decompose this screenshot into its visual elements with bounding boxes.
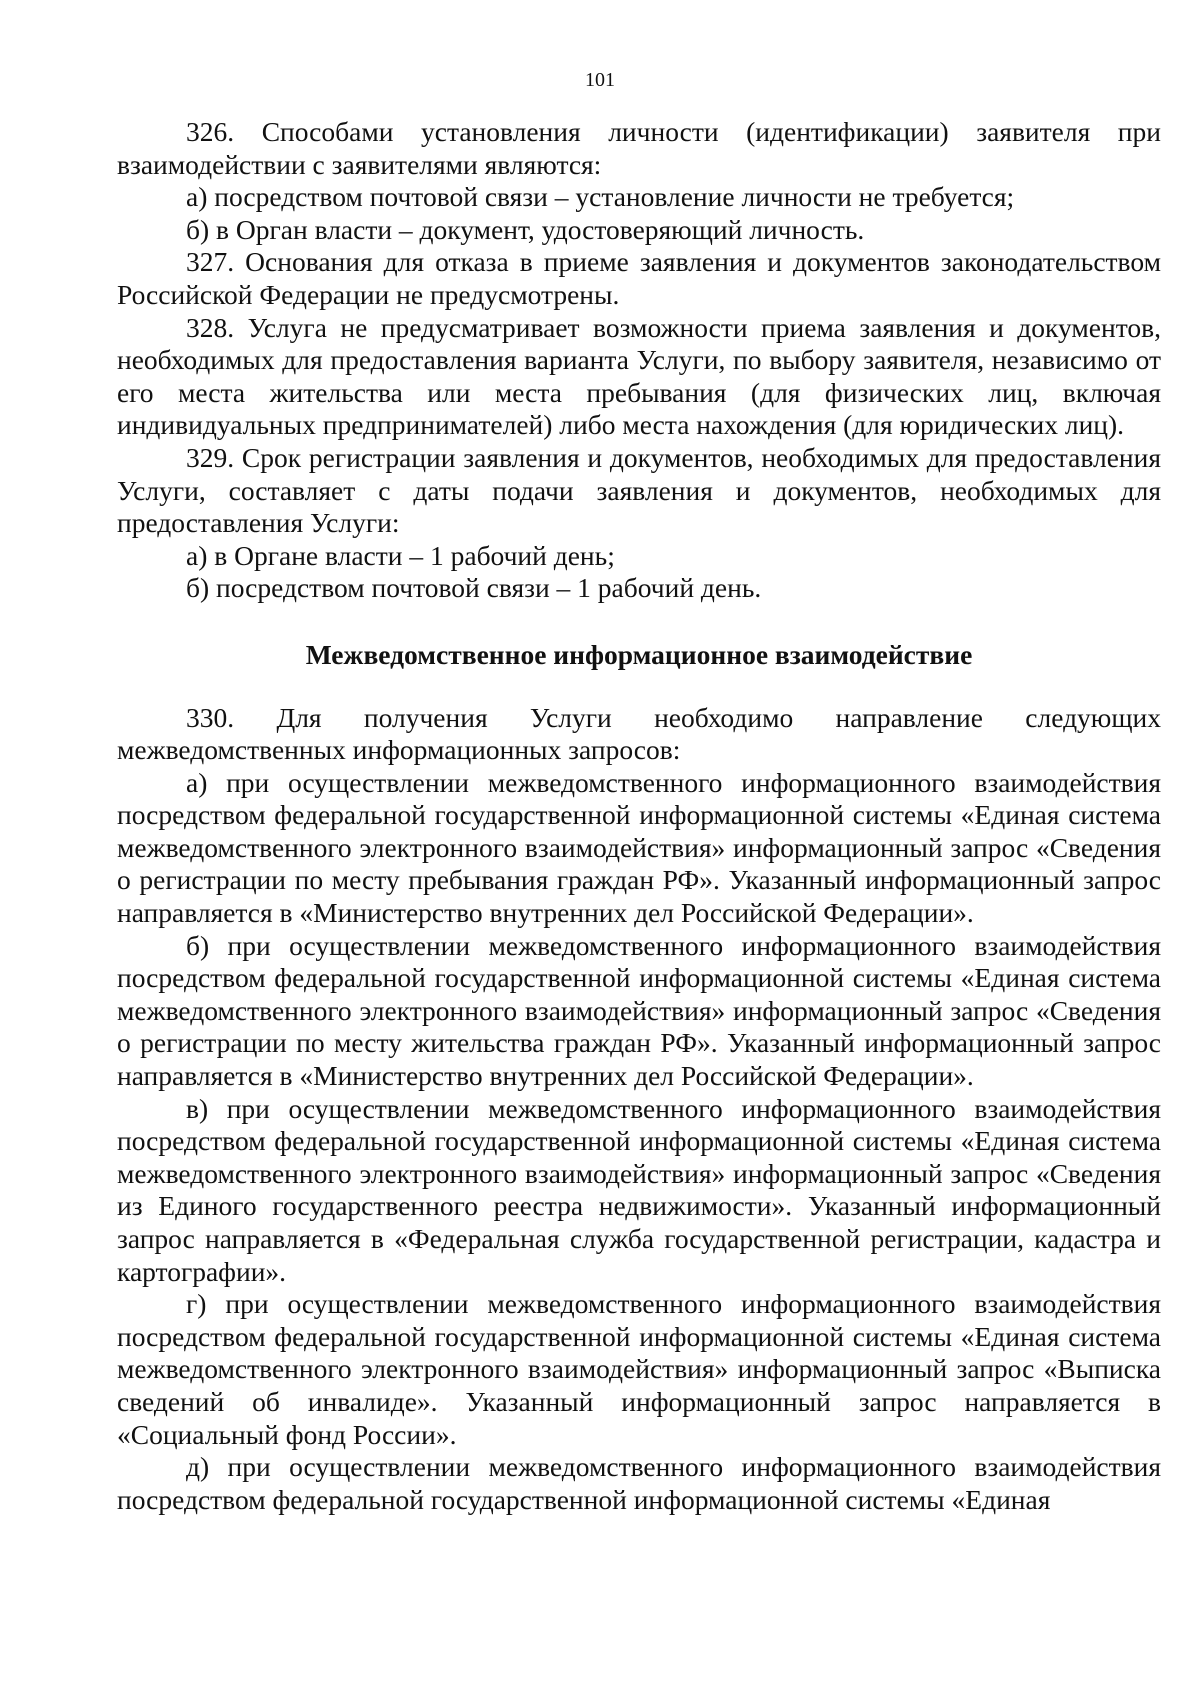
paragraph-330-b: б) при осуществлении межведомственного информационного взаимодействия посредством федеральной государственной информационной системы «Единая система межведомственного электронного взаимодействия» информационный запрос «Сведения о регистрации по месту жительства граждан РФ». Указанный информационный запрос направляется в «Министерство внутренних дел Российской Федерации». <box>117 929 1161 1092</box>
paragraph-328: 328. Услуга не предусматривает возможности приема заявления и документов, необходимых для предоставления варианта Услуги, по выбору заявителя, независимо от его места жительства или места пребывания (для физических лиц, включая индивидуальных предпринимателей) либо места нахождения (для юридических лиц). <box>117 311 1161 441</box>
paragraph-330-v: в) при осуществлении межведомственного информационного взаимодействия посредством федеральной государственной информационной системы «Единая система межведомственного электронного взаимодействия» информационный запрос «Сведения из Единого государственного реестра недвижимости». Указанный информационный запрос направляется в «Федеральная служба государственной регистрации, кадастра и картографии». <box>117 1092 1161 1287</box>
paragraph-326: 326. Способами установления личности (идентификации) заявителя при взаимодействии с заявителями являются: <box>117 116 1161 180</box>
paragraph-330-a: а) при осуществлении межведомственного информационного взаимодействия посредством федеральной государственной информационной системы «Единая система межведомственного электронного взаимодействия» информационный запрос «Сведения о регистрации по месту пребывания граждан РФ». Указанный информационный запрос направляется в «Министерство внутренних дел Российской Федерации». <box>117 766 1161 929</box>
paragraph-329-b: б) посредством почтовой связи – 1 рабочий день. <box>186 572 762 604</box>
paragraph-330: 330. Для получения Услуги необходимо направление следующих межведомственных информационных запросов: <box>117 701 1161 766</box>
paragraph-326-a: а) посредством почтовой связи – установление личности не требуется; <box>186 181 1015 213</box>
paragraph-326-b: б) в Орган власти – документ, удостоверяющий личность. <box>186 213 865 245</box>
paragraph-330-d: д) при осуществлении межведомственного информационного взаимодействия посредством федеральной государственной информационной системы «Единая <box>117 1451 1161 1515</box>
paragraph-329-a: а) в Органе власти – 1 рабочий день; <box>186 539 615 571</box>
section-heading: Межведомственное информационное взаимодействие <box>305 638 973 670</box>
paragraph-330-g: г) при осуществлении межведомственного информационного взаимодействия посредством федеральной государственной информационной системы «Единая система межведомственного электронного взаимодействия» информационный запрос «Выписка сведений об инвалиде». Указанный информационный запрос направляется в «Социальный фонд России». <box>117 1288 1161 1450</box>
paragraph-327: 327. Основания для отказа в приеме заявления и документов законодательством Российской Федерации не предусмотрены. <box>117 246 1161 310</box>
page-number: 101 <box>585 69 615 91</box>
paragraph-329: 329. Срок регистрации заявления и документов, необходимых для предоставления Услуги, составляет с даты подачи заявления и документов, необходимых для предоставления Услуги: <box>117 441 1161 539</box>
document-body <box>117 116 1161 1516</box>
